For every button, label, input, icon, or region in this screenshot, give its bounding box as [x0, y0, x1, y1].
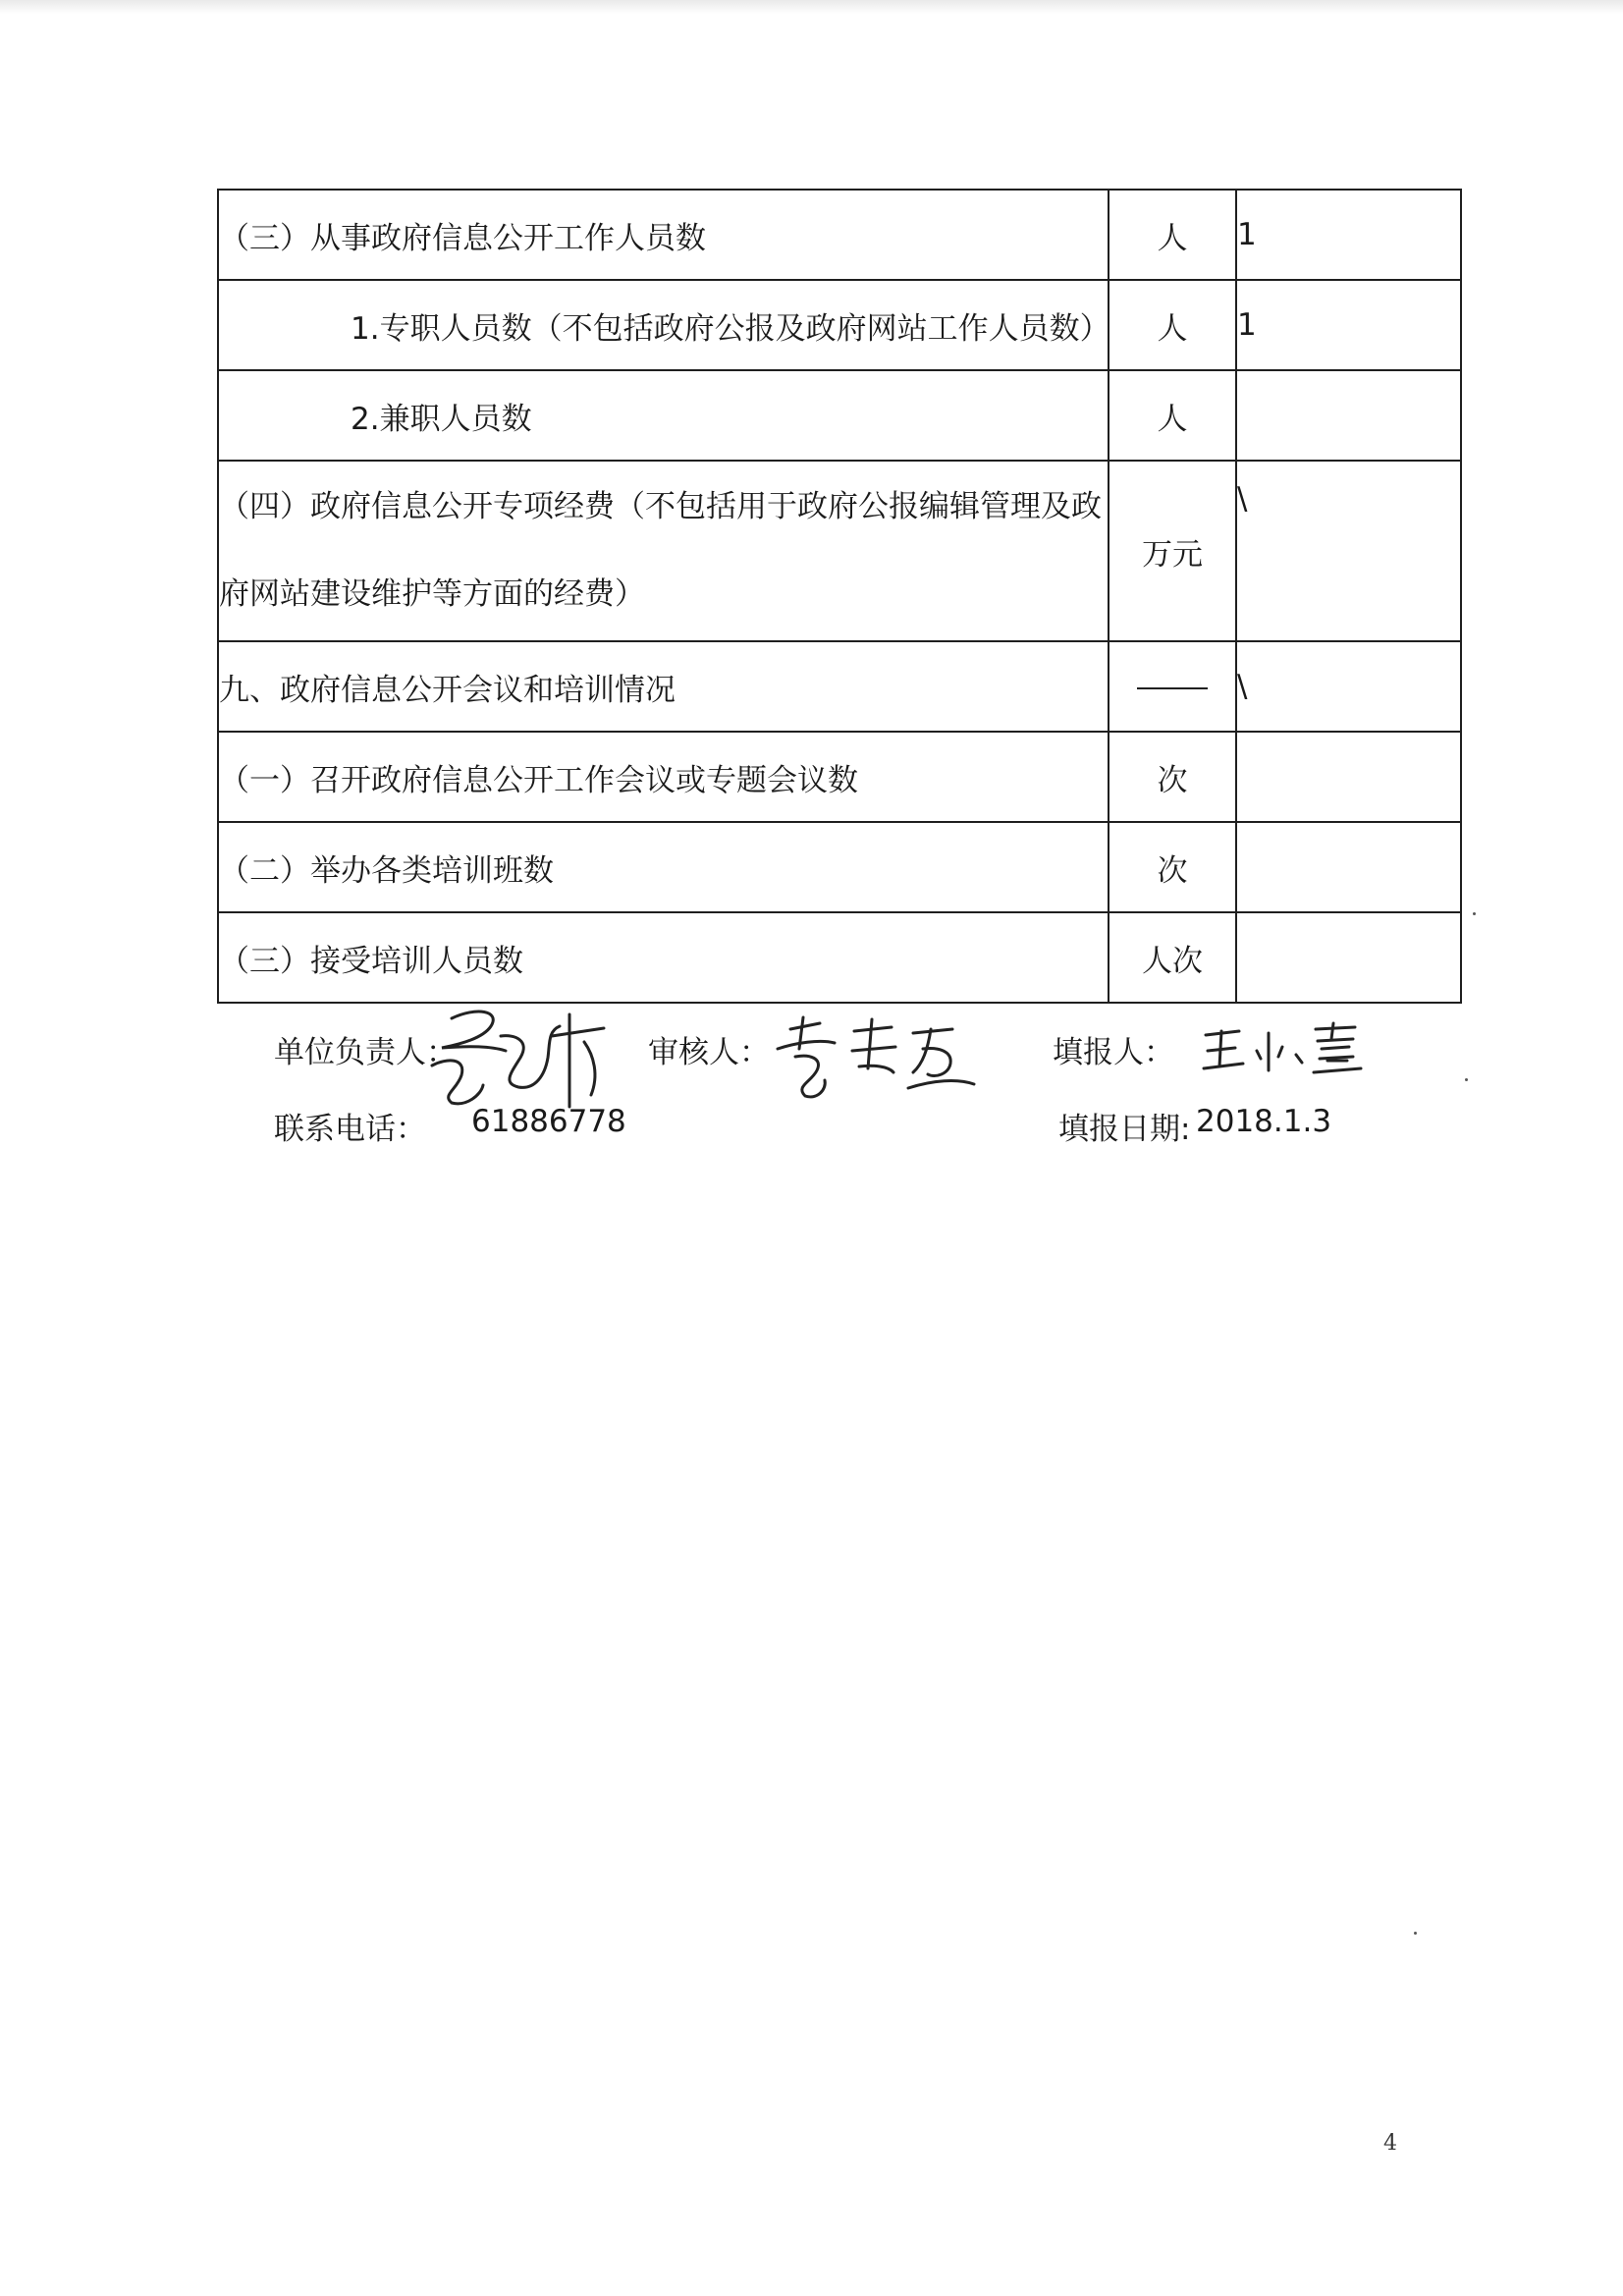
filler-label: 填报人：: [1053, 1035, 1174, 1070]
row-value: 1: [1236, 280, 1461, 370]
filler-signature: [1200, 1017, 1367, 1086]
scan-speck: [1473, 912, 1476, 915]
date-label: 填报日期:: [1058, 1112, 1191, 1147]
row-item: （二）举办各类培训班数: [218, 822, 1109, 912]
row-item-line: 府网站建设维护等方面的经费）: [219, 576, 645, 612]
row-value: \: [1236, 461, 1461, 641]
section-heading: 九、政府信息公开会议和培训情况: [218, 641, 1109, 732]
row-item: 1.专职人员数（不包括政府公报及政府网站工作人员数）: [218, 280, 1109, 370]
date-value: 2018.1.3: [1196, 1104, 1332, 1139]
scan-speck: [1414, 1932, 1417, 1935]
row-unit: 万元: [1109, 461, 1236, 641]
phone-label: 联系电话：: [274, 1112, 426, 1147]
page-number: 4: [1383, 2131, 1397, 2156]
row-value: 1: [1236, 190, 1461, 280]
row-unit: 人: [1109, 370, 1236, 461]
row-item: 2.兼职人员数: [218, 370, 1109, 461]
row-item: （三）接受培训人员数: [218, 912, 1109, 1003]
responsible-label: 单位负责人：: [274, 1035, 457, 1070]
row-item: （三）从事政府信息公开工作人员数: [218, 190, 1109, 280]
row-unit: 次: [1109, 732, 1236, 822]
row-unit: 人: [1109, 190, 1236, 280]
row-unit: 人: [1109, 280, 1236, 370]
phone-value: 61886778: [471, 1104, 626, 1139]
row-unit: 人次: [1109, 912, 1236, 1003]
row-item: （一）召开政府信息公开工作会议或专题会议数: [218, 732, 1109, 822]
reviewer-label: 审核人：: [648, 1035, 770, 1070]
row-unit: 次: [1109, 822, 1236, 912]
responsible-signature: [422, 997, 638, 1110]
scan-speck: [1465, 1078, 1468, 1081]
row-item-line: （四）政府信息公开专项经费（不包括用于政府公报编辑管理及政: [219, 489, 1102, 524]
row-value: \: [1236, 641, 1461, 732]
reviewer-signature: [766, 1010, 982, 1108]
